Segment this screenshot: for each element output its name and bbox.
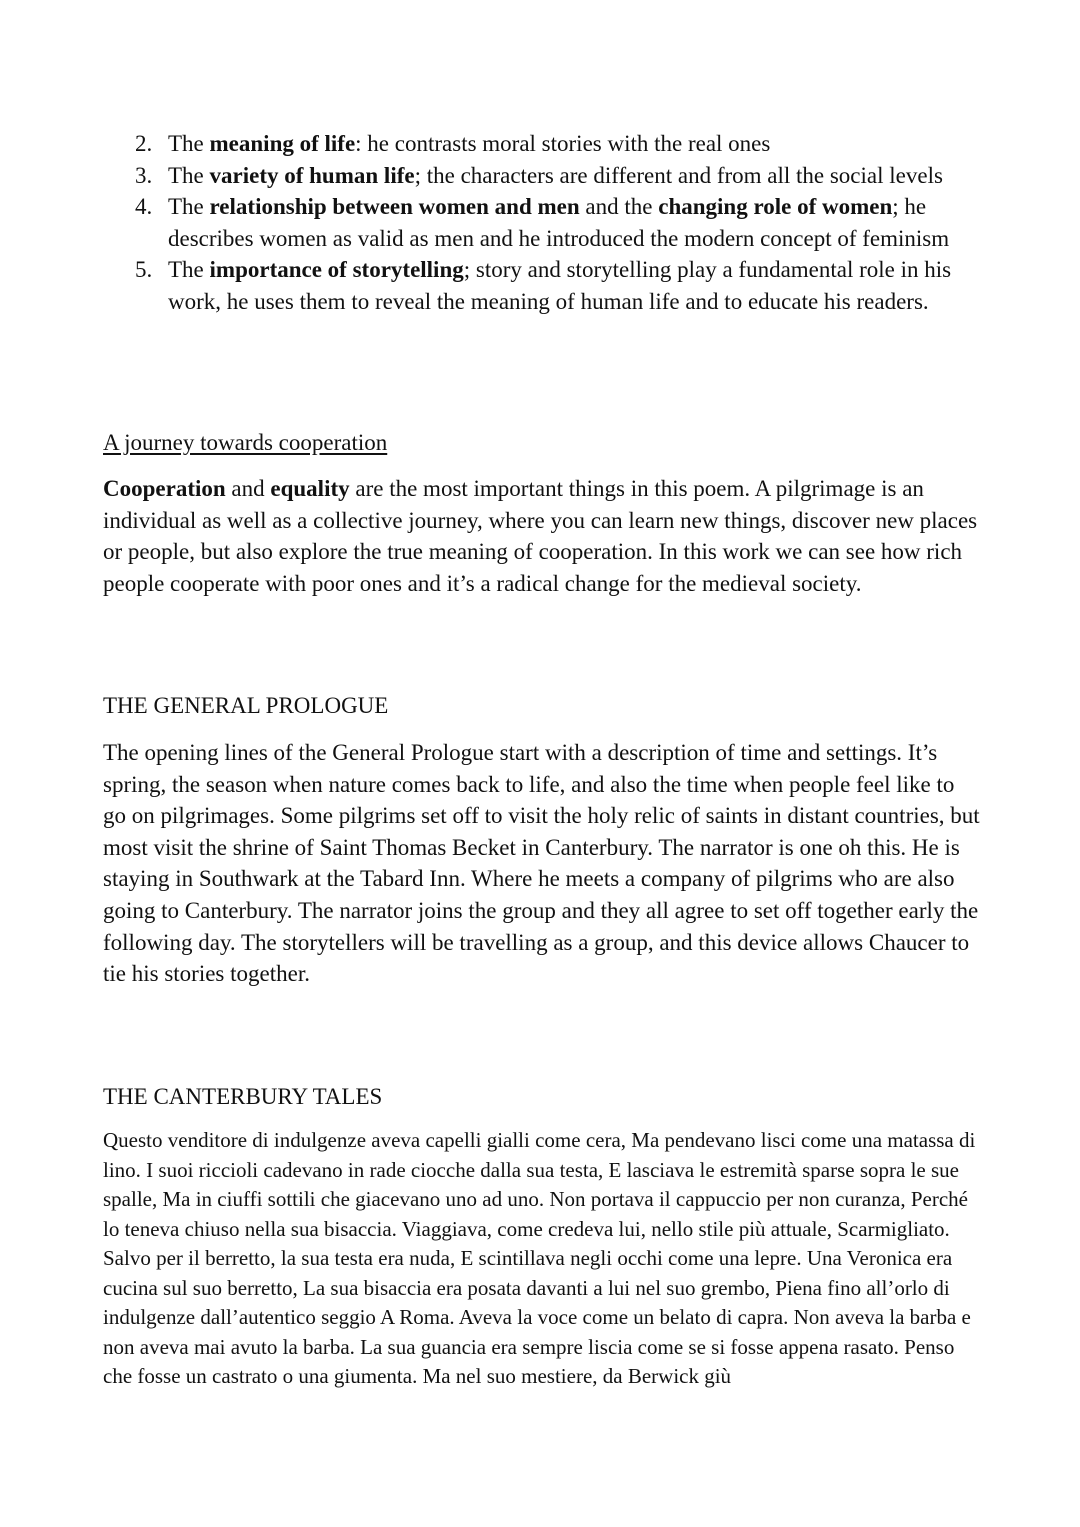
list-text xyxy=(168,191,985,254)
themes-list xyxy=(135,128,985,317)
list-text-rest: ; the characters are different and from all the social levels xyxy=(414,162,943,188)
list-text-mid: and the xyxy=(579,194,659,219)
prologue-heading: THE GENERAL PROLOGUE xyxy=(103,693,389,718)
list-item xyxy=(135,254,985,317)
list-text-bold-2: changing role of women xyxy=(658,194,893,219)
list-text-bold: importance of storytelling xyxy=(209,257,464,282)
prologue-paragraph: The opening lines of the General Prologue start with a description of time and settings. It’s spring, the season when nature comes back to life, and also the time when people feel like to go on pilgrimages. Some pilgrims set off to visit the holy relic of saints in distant countries, but most visit the shrine of Saint Thomas Becket in Canterbury. The narrator is one oh this. He is staying in Southwark at the Tabard Inn. Where he meets a company of pilgrims who are also going to Canterbury. The narrator joins the group and they all agree to set off together early the following day. The storytellers will be travelling as a group, and this device allows Chaucer to tie his stories together. xyxy=(103,740,980,987)
list-item xyxy=(135,128,985,160)
list-number: 5. xyxy=(135,257,153,282)
list-number: 2. xyxy=(135,131,153,156)
list-item xyxy=(135,160,985,192)
list-text-pre: The xyxy=(168,131,210,156)
list-text-pre: The xyxy=(168,257,210,282)
list-text-bold: relationship between women and men xyxy=(209,194,580,219)
list-item xyxy=(135,191,985,254)
cooperation-text: and xyxy=(225,476,271,501)
cooperation-bold-term: Cooperation xyxy=(103,476,226,501)
list-text-bold: meaning of life xyxy=(209,131,356,156)
tales-heading: THE CANTERBURY TALES xyxy=(103,1084,383,1109)
list-number: 3. xyxy=(135,162,153,188)
tales-paragraph: Questo venditore di indulgenze aveva capelli gialli come cera, Ma pendevano lisci come una matassa di lino. I suoi riccioli cadevano in rade ciocche dalla sua testa, E lasciava le estremità sparse sopra le sue spalle, Ma in ciuffi sottili che giacevano uno ad uno. Non portava il cappuccio per non curanza, Perché lo teneva chiuso nella sua bisaccia. Viaggiava, come credeva lui, nello stile più attuale, Scarmigliato. Salvo per il berretto, la sua testa era nuda, E scintillava negli occhi come una lepre. Una Veronica era cucina sul suo berretto, La sua bisaccia era posata davanti a lui nel suo grembo, Piena fino all’orlo di indulgenze dall’autentico seggio A Roma. Aveva la voce come un belato di capra. Non aveva la barba e non aveva mai avuto la barba. La sua guancia era sempre liscia come se si fosse appena rasato. Penso che fosse un castrato o una giumenta. Ma nel suo mestiere, da Berwick giù xyxy=(103,1128,976,1388)
list-text-bold: variety of human life xyxy=(209,162,415,188)
list-text-rest: : he contrasts moral stories with the real ones xyxy=(355,131,771,156)
list-text-rest: ; he describes women as valid as men and he introduced the modern concept of feminism xyxy=(168,194,950,251)
list-text xyxy=(168,160,985,192)
list-number: 4. xyxy=(135,194,153,219)
list-text-rest: ; story and storytelling play a fundamental role in his work, he uses them to reveal the meaning of human life and to educate his readers. xyxy=(168,257,952,314)
cooperation-paragraph xyxy=(103,473,983,599)
cooperation-heading: A journey towards cooperation xyxy=(103,430,388,455)
list-text-pre: The xyxy=(168,162,210,188)
list-text xyxy=(168,128,985,160)
list-text xyxy=(168,254,985,317)
equality-bold-term: equality xyxy=(270,476,350,501)
cooperation-text-rest: are the most important things in this poem. A pilgrimage is an individual as well as a collective journey, where you can learn new things, discover new places or people, but also explore the true meaning of cooperation. In this work we can see how rich people cooperate with poor ones and it’s a radical change for the medieval society. xyxy=(103,476,978,596)
list-text-pre: The xyxy=(168,194,210,219)
